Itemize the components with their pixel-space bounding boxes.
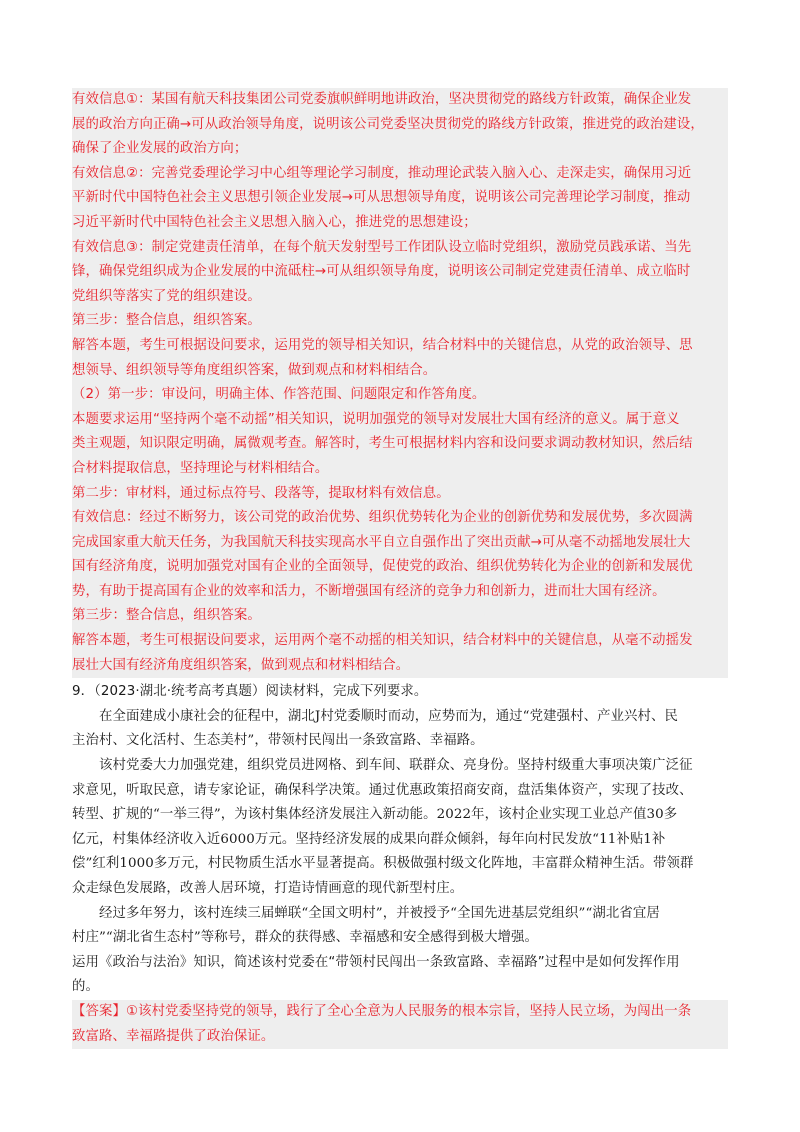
material-line: 众走绿色发展路，改善人居环境，打造诗情画意的现代新型村庄。 xyxy=(72,881,464,896)
material-line: 亿元，村集体经济收入近6000万元。坚持经济发展的成果向群众倾斜，每年向村民发放“11补贴1补 xyxy=(72,831,666,847)
analysis-line: 有效信息③：制定党建责任清单，在每个航天发射型号工作团队设立临时党组织，激励党员践承诺、当先 xyxy=(72,239,692,255)
analysis-line: 有效信息：经过不断努力，该公司党的政治优势、组织优势转化为企业的创新优势和发展优势，多次圆满 xyxy=(72,510,693,526)
analysis-line: 平新时代中国特色社会主义思想引领企业发展→可从思想领导角度，说明该公司完善理论学习制度，推动 xyxy=(72,190,691,206)
analysis-line: 完成国家重大航天任务，为我国航天科技实现高水平自立自强作出了突出贡献→可从毫不动摇地发展壮大 xyxy=(72,534,691,550)
material-line: 经过多年努力，该村连续三届蝉联“全国文明村”，并被授予“全国先进基层党组织”“湖北省宜居 xyxy=(99,905,660,921)
question-material xyxy=(72,705,728,951)
material-line: 转型、扩规的“一举三得”，为该村集体经济发展注入新动能。2022年，该村企业实现工业总产值30多 xyxy=(72,807,678,823)
analysis-line: 势，有助于提高国有企业的效率和活力，不断增强国有经济的竞争力和创新力，进而壮大国有经济。 xyxy=(72,583,666,599)
material-line: 该村党委大力加强党建，组织党员进网格、到车间、联群众、亮身份。坚持村级重大事项决策广泛征 xyxy=(99,758,693,774)
material-line: 求意见，听取民意，请专家论证，确保科学决策。通过优惠政策招商安商，盘活集体资产，实现了技改、 xyxy=(72,782,693,798)
analysis-line: （2）第一步：审设问，明确主体、作答范围、问题限定和作答角度。 xyxy=(72,387,486,403)
answer-text-0: ①该村党委坚持党的领导，践行了全心全意为人民服务的根本宗旨，坚持人民立场，为闯出一条 xyxy=(125,1003,692,1019)
question-prompt xyxy=(72,951,728,1000)
analysis-line: 本题要求运用“坚持两个毫不动摇”相关知识，说明加强党的领导对发展壮大国有经济的意义。属于意义 xyxy=(72,411,680,427)
material-line: 偿”红利1000多万元，村民物质生活水平显著提高。积极做强村级文化阵地，丰富群众精神生活。带领群 xyxy=(72,856,694,872)
answer-line-1: 致富路、幸福路提供了政治保证。 xyxy=(72,1028,275,1044)
answer-tag: 【答案】 xyxy=(72,1003,126,1019)
analysis-line: 有效信息①：某国有航天科技集团公司党委旗帜鲜明地讲政治，坚决贯彻党的路线方针政策，确保企业发 xyxy=(72,92,692,107)
analysis-line: 党组织等落实了党的组织建设。 xyxy=(72,288,261,304)
analysis-block xyxy=(72,88,728,678)
material-line: 在全面建成小康社会的征程中，湖北J村党委顺时而动，应势而为，通过“党建强村、产业兴村、民 xyxy=(99,708,679,724)
question-block xyxy=(72,680,728,1000)
document-page xyxy=(72,88,728,1049)
analysis-line: 第三步：整合信息，组织答案。 xyxy=(72,608,261,624)
analysis-line: 确保了企业发展的政治方向； xyxy=(72,141,248,157)
question-header: 9．（2023·湖北·统考高考真题）阅读材料，完成下列要求。 xyxy=(72,684,428,700)
analysis-line: 展壮大国有经济角度组织答案，做到观点和材料相结合。 xyxy=(72,657,410,673)
material-line: 主治村、文化活村、生态美村”，带领村民闯出一条致富路、幸福路。 xyxy=(72,733,484,749)
analysis-line: 国有经济角度，说明加强党对国有企业的全面领导，促使党的政治、组织优势转化为企业的创新和发展优 xyxy=(72,559,693,575)
analysis-line: 解答本题，考生可根据设问要求，运用党的领导相关知识，结合材料中的关键信息，从党的政治领导、思 xyxy=(72,337,693,353)
analysis-line: 类主观题，知识限定明确，属微观考查。解答时，考生可根据材料内容和设问要求调动教材知识，然后结 xyxy=(72,436,693,452)
prompt-line: 的。 xyxy=(72,979,99,995)
material-line: 村庄”“湖北省生态村”等称号，群众的获得感、幸福感和安全感得到极大增强。 xyxy=(72,930,539,946)
analysis-line: 合材料提取信息，坚持理论与材料相结合。 xyxy=(72,460,329,476)
analysis-line: 有效信息②：完善党委理论学习中心组等理论学习制度，推动理论武装入脑入心、走深走实，确保用习近 xyxy=(72,165,692,181)
analysis-line: 习近平新时代中国特色社会主义思想入脑入心，推进党的思想建设； xyxy=(72,214,477,230)
analysis-line: 第三步：整合信息，组织答案。 xyxy=(72,313,261,329)
answer-block xyxy=(72,1000,728,1049)
analysis-line: 展的政治方向正确→可从政治领导角度，说明该公司党委坚决贯彻党的路线方针政策，推进党的政治建设， xyxy=(72,116,704,132)
analysis-line: 锋，确保党组织成为企业发展的中流砥柱→可从组织领导角度，说明该公司制定党建责任清单、成立临时 xyxy=(72,264,691,280)
answer-line-0 xyxy=(72,1000,728,1025)
analysis-line: 第二步：审材料，通过标点符号、段落等，提取材料有效信息。 xyxy=(72,485,450,501)
analysis-line: 解答本题，考生可根据设问要求，运用两个毫不动摇的相关知识，结合材料中的关键信息，从毫不动摇发 xyxy=(72,633,693,649)
analysis-line: 想领导、组织领导等角度组织答案，做到观点和材料相结合。 xyxy=(72,362,437,378)
prompt-line: 运用《政治与法治》知识，简述该村党委在“带领村民闯出一条致富路、幸福路”过程中是如何发挥作用 xyxy=(72,954,680,970)
